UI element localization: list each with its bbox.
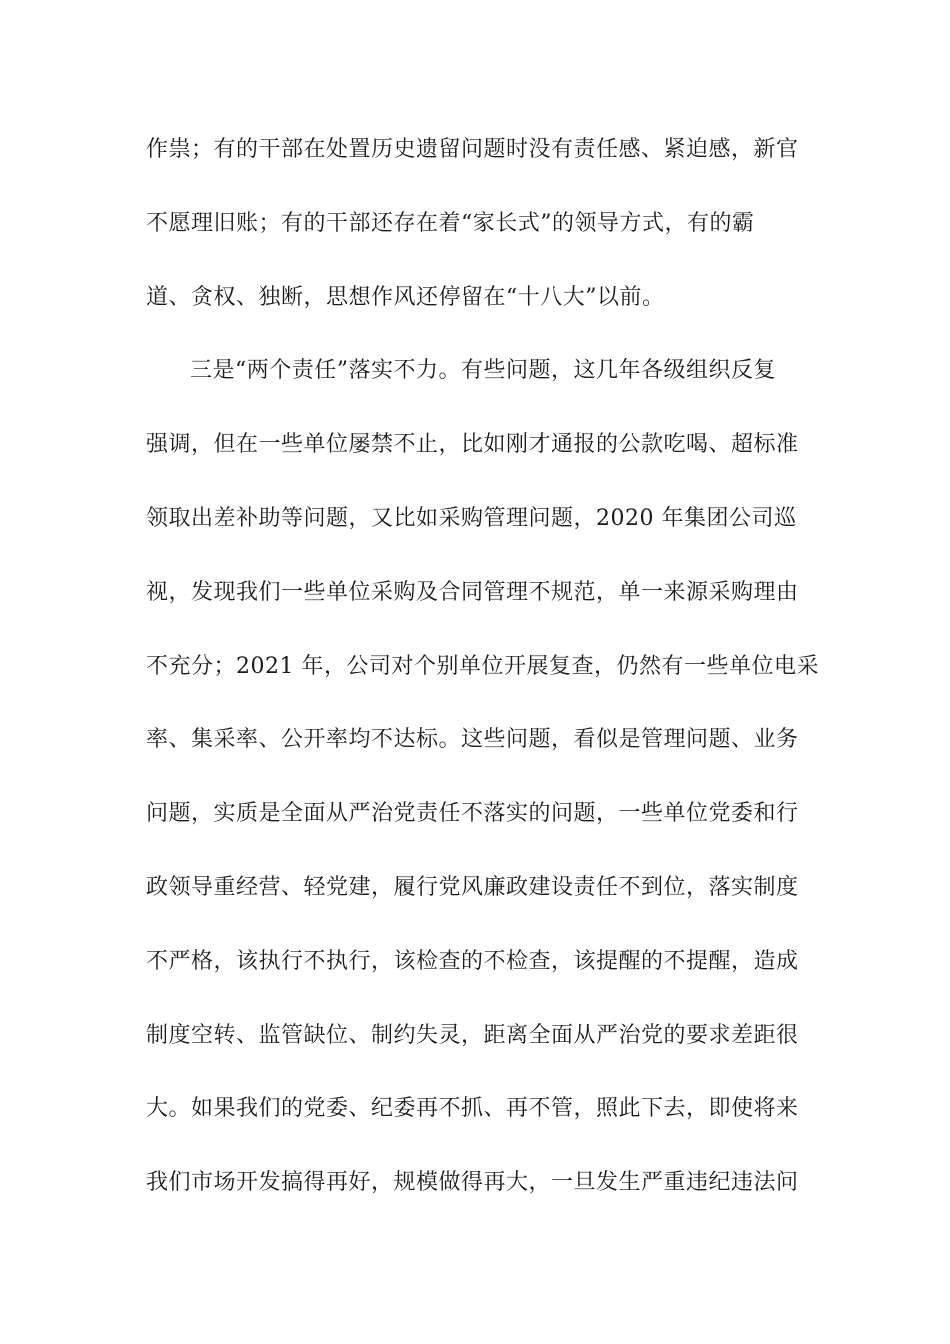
text-line: 制度空转、监管缺位、制约失灵，距离全面从严治党的要求差距很 [146, 1022, 799, 1048]
text-line: 领取出差补助等问题，又比如采购管理问题，2020 年集团公司巡 [146, 505, 797, 531]
body-text [146, 127, 819, 1234]
text-line: 政领导重经营、轻党建，履行党风廉政建设责任不到位，落实制度 [146, 874, 799, 900]
text-line: 不严格，该执行不执行，该检查的不检查，该提醒的不提醒，造成 [146, 948, 799, 974]
text-line: 大。如果我们的党委、纪委再不抓、再不管，照此下去，即使将来 [146, 1096, 799, 1122]
text-line: 不充分；2021 年，公司对个别单位开展复查，仍然有一些单位电采 [146, 653, 819, 679]
text-line: 率、集采率、公开率均不达标。这些问题，看似是管理问题、业务 [146, 727, 799, 753]
text-line: 道、贪权、独断，思想作风还停留在“十八大”以前。 [146, 284, 665, 310]
text-line: 视，发现我们一些单位采购及合同管理不规范，单一来源采购理由 [146, 579, 799, 605]
text-line: 问题，实质是全面从严治党责任不落实的问题，一些单位党委和行 [146, 801, 799, 827]
text-line: 作祟；有的干部在处置历史遗留问题时没有责任感、紧迫感，新官 [146, 137, 799, 162]
text-line: 我们市场开发搞得再好，规模做得再大，一旦发生严重违纪违法问 [146, 1170, 799, 1196]
paragraph-start-line: 三是“两个责任”落实不力。有些问题，这几年各级组织反复 [190, 358, 776, 384]
text-line: 不愿理旧账；有的干部还存在着“家长式”的领导方式，有的霸 [146, 210, 755, 236]
text-line: 强调，但在一些单位屡禁不止，比如刚才通报的公款吃喝、超标准 [146, 432, 799, 458]
